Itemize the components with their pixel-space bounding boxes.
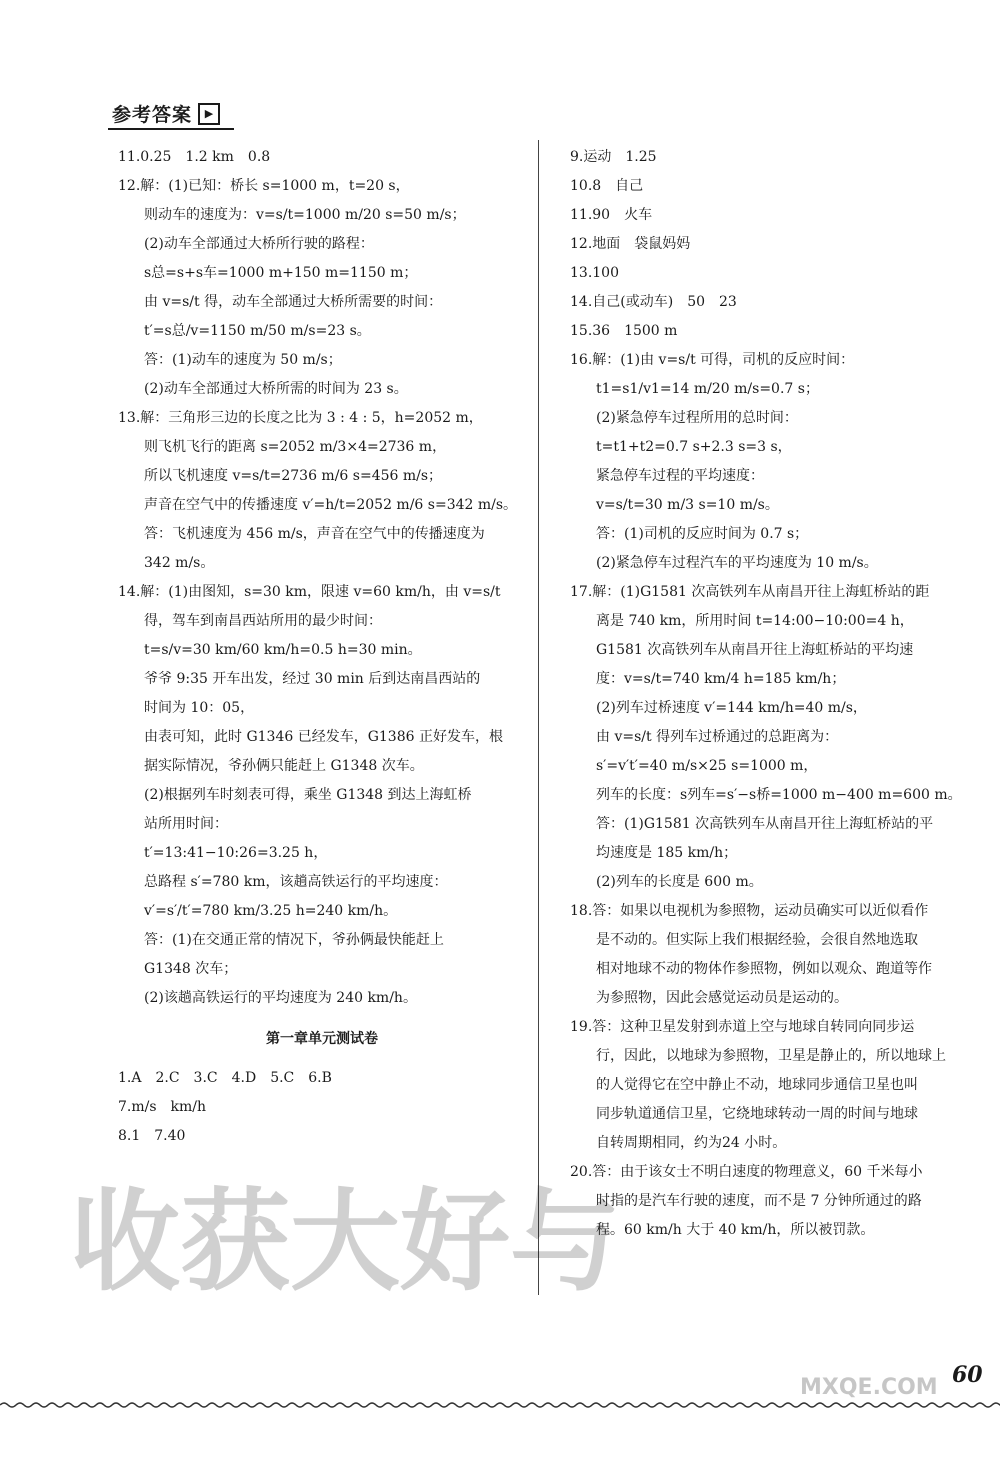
answer-line: 度：v=s/t=740 km/4 h=185 km/h； (596, 671, 846, 687)
answer-line: 11.90 火车 (570, 207, 653, 223)
answer-line: 12.地面 袋鼠妈妈 (570, 236, 691, 252)
answer-line: 站所用时间： (144, 816, 228, 832)
answer-line: 8.1 7.40 (118, 1128, 186, 1144)
answer-line: t′=13:41−10:26=3.25 h， (144, 845, 328, 861)
answer-line: 答：(1)在交通正常的情况下，爷孙俩最快能赶上 (144, 932, 444, 948)
answer-line: 14.解：(1)由图知，s=30 km，限速 v=60 km/h，由 v=s/t (118, 584, 501, 600)
answer-line: 则动车的速度为：v=s/t=1000 m/20 s=50 m/s； (144, 207, 466, 223)
answer-line: 1.A 2.C 3.C 4.D 5.C 6.B (118, 1070, 332, 1086)
answer-line: 紧急停车过程的平均速度： (596, 468, 764, 484)
answer-line: 17.解：(1)G1581 次高铁列车从南昌开往上海虹桥站的距 (570, 584, 930, 600)
page-header (112, 100, 220, 127)
answer-line: t=s/v=30 km/60 km/h=0.5 h=30 min。 (144, 642, 422, 658)
answer-line: 16.解：(1)由 v=s/t 可得，司机的反应时间： (570, 352, 855, 368)
answer-line: (2)该趟高铁运行的平均速度为 240 km/h。 (144, 990, 417, 1006)
answer-line: 声音在空气中的传播速度 v′=h/t=2052 m/6 s=342 m/s。 (144, 497, 518, 513)
answer-line: 同步轨道通信卫星，它绕地球转动一周的时间与地球 (596, 1106, 918, 1122)
header-title: 参考答案 (112, 104, 193, 126)
answer-line: 14.自己(或动车) 50 23 (570, 294, 737, 310)
answer-line: s′=v′t′=40 m/s×25 s=1000 m， (596, 758, 818, 774)
answer-line: 的人觉得它在空中静止不动，地球同步通信卫星也叫 (596, 1077, 918, 1093)
answer-line: (2)动车全部通过大桥所需的时间为 23 s。 (144, 381, 408, 397)
answer-line: 自转周期相同，约为24 小时。 (596, 1135, 787, 1151)
answer-line: v′=s′/t′=780 km/3.25 h=240 km/h。 (144, 903, 398, 919)
answer-line: 爷爷 9:35 开车出发，经过 30 min 后到达南昌西站的 (144, 671, 481, 687)
answer-line: s总=s+s车=1000 m+150 m=1150 m； (144, 265, 418, 281)
answer-line: 程。60 km/h 大于 40 km/h，所以被罚款。 (596, 1222, 875, 1238)
answer-line: 20.答：由于该女士不明白速度的物理意义，60 千米每小 (570, 1164, 923, 1180)
answer-line: t′=s总/v=1150 m/50 m/s=23 s。 (144, 323, 371, 339)
answer-line: 由 v=s/t 得，动车全部通过大桥所需要的时间： (144, 294, 443, 310)
answer-line: 7.m/s km/h (118, 1099, 207, 1115)
answer-line: 相对地球不动的物体作参照物，例如以观众、跑道等作 (596, 961, 932, 977)
answer-line: 时指的是汽车行驶的速度，而不是 7 分钟所通过的路 (596, 1193, 922, 1209)
answer-line: 19.答：这种卫星发射到赤道上空与地球自转同向同步运 (570, 1019, 915, 1035)
section-title: 第一章单元测试卷 (266, 1031, 378, 1047)
answer-line: (2)动车全部通过大桥所行驶的路程： (144, 236, 374, 252)
answer-line: 由 v=s/t 得列车过桥通过的总距离为： (596, 729, 839, 745)
answer-line: 得，驾车到南昌西站所用的最少时间： (144, 613, 382, 629)
answer-line: 15.36 1500 m (570, 323, 678, 339)
answer-line: 12.解：(1)已知：桥长 s=1000 m，t=20 s， (118, 178, 410, 194)
answer-line: 由表可知，此时 G1346 已经发车，G1386 正好发车，根 (144, 729, 503, 745)
answer-line: 11.0.25 1.2 km 0.8 (118, 149, 271, 165)
answer-line: (2)列车过桥速度 v′=144 km/h=40 m/s， (596, 700, 867, 716)
answer-line: 答：(1)司机的反应时间为 0.7 s； (596, 526, 809, 542)
watermark-graphic (60, 1180, 780, 1300)
answer-line: 行，因此，以地球为参照物，卫星是静止的，所以地球上 (596, 1048, 946, 1064)
answer-line: 为参照物，因此会感觉运动员是运动的。 (596, 990, 848, 1006)
answer-line: v=s/t=30 m/3 s=10 m/s。 (596, 497, 779, 513)
answer-line: 据实际情况，爷孙俩只能赶上 G1348 次车。 (144, 758, 424, 774)
answer-line: (2)紧急停车过程汽车的平均速度为 10 m/s。 (596, 555, 878, 571)
right-column (570, 143, 962, 1245)
answer-line: 9.运动 1.25 (570, 149, 657, 165)
answer-line: G1581 次高铁列车从南昌开往上海虹桥站的平均速 (596, 642, 914, 658)
answer-line: 13.100 (570, 265, 619, 281)
footer-wave-line (0, 1400, 1000, 1410)
column-divider (538, 140, 539, 1295)
answer-line: 18.答：如果以电视机为参照物，运动员确实可以近似看作 (570, 903, 929, 919)
answer-line: 离是 740 km，所用时间 t=14:00−10:00=4 h， (596, 613, 914, 629)
answer-line: (2)列车的长度是 600 m。 (596, 874, 763, 890)
answer-line: 答：飞机速度为 456 m/s，声音在空气中的传播速度为 (144, 526, 485, 542)
answer-line: G1348 次车； (144, 961, 238, 977)
watermark-site: MXQE.COM (800, 1375, 938, 1400)
answer-line: 10.8 自己 (570, 178, 644, 194)
watermark-text: 收获大好与 (70, 1180, 620, 1300)
answer-line: 均速度是 185 km/h； (596, 845, 738, 861)
answer-line: (2)紧急停车过程所用的总时间： (596, 410, 798, 426)
answer-line: t=t1+t2=0.7 s+2.3 s=3 s， (596, 439, 792, 455)
answer-line: 答：(1)动车的速度为 50 m/s； (144, 352, 342, 368)
answer-line: (2)根据列车时刻表可得，乘坐 G1348 到达上海虹桥 (144, 787, 472, 803)
left-column (118, 143, 526, 1151)
answer-line: 总路程 s′=780 km，该趟高铁运行的平均速度： (144, 874, 448, 890)
answer-line: 则飞机飞行的距离 s=2052 m/3×4=2736 m， (144, 439, 447, 455)
answer-line: 时间为 10：05， (144, 700, 255, 716)
answer-line: 是不动的。但实际上我们根据经验，会很自然地选取 (596, 932, 918, 948)
page-number: 60 (952, 1362, 983, 1388)
answer-line: 342 m/s。 (144, 555, 215, 571)
answer-line: 13.解：三角形三边的长度之比为 3 : 4 : 5，h=2052 m， (118, 410, 483, 426)
header-rule (108, 128, 234, 130)
answer-line: 答：(1)G1581 次高铁列车从南昌开往上海虹桥站的平 (596, 816, 934, 832)
answer-line: t1=s1/v1=14 m/20 m/s=0.7 s； (596, 381, 819, 397)
answer-line: 所以飞机速度 v=s/t=2736 m/6 s=456 m/s； (144, 468, 443, 484)
answer-line: 列车的长度：s列车=s′−s桥=1000 m−400 m=600 m。 (596, 787, 962, 803)
arrow-right-icon: ▶ (198, 103, 220, 125)
